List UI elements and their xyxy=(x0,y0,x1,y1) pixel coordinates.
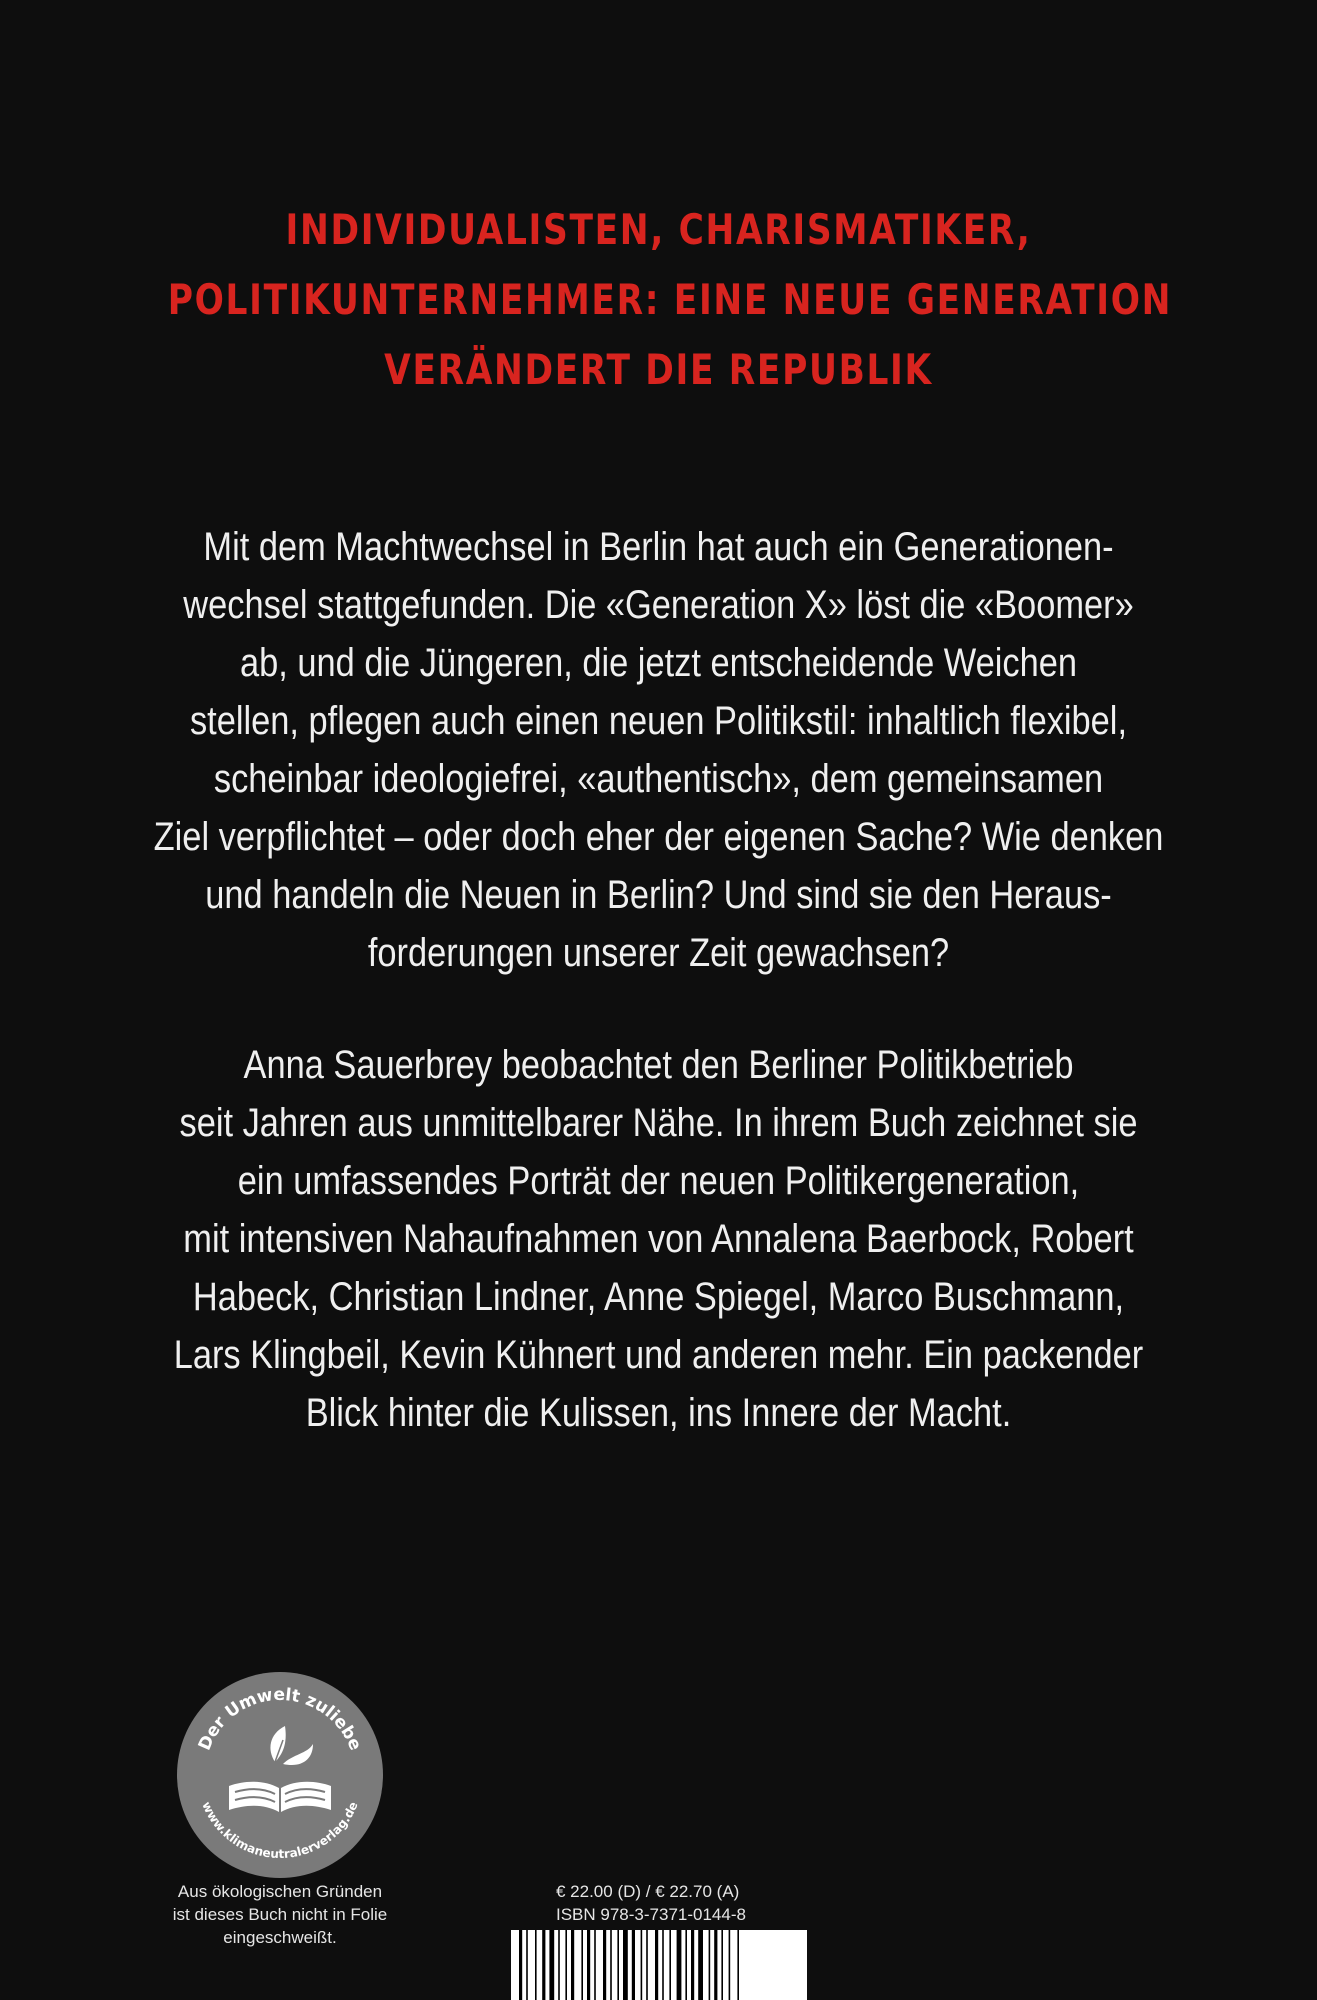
barcode-bar xyxy=(721,1930,723,2000)
barcode-bar xyxy=(646,1930,648,2000)
barcode-bar xyxy=(737,1930,739,2000)
barcode-bar xyxy=(594,1930,596,2000)
blurb-line: Blick hinter die Kulissen, ins Innere der Macht. xyxy=(305,1391,1012,1435)
blurb-paragraph-1 xyxy=(127,518,1191,982)
barcode-bar xyxy=(571,1930,574,2000)
blurb-line: forderungen unserer Zeit gewachsen? xyxy=(367,931,950,975)
barcode-bar xyxy=(685,1930,687,2000)
barcode-bar xyxy=(698,1930,703,2000)
blurb-line: Ziel verpflichtet – oder doch eher der eigenen Sache? Wie denken xyxy=(153,815,1164,859)
barcode-bar xyxy=(526,1930,528,2000)
barcode-bar xyxy=(617,1930,619,2000)
barcode-bar xyxy=(565,1930,567,2000)
price: € 22.00 (D) / € 22.70 (A) xyxy=(556,1882,740,1901)
barcode-bar xyxy=(610,1930,612,2000)
eco-note-line: Aus ökologischen Gründen xyxy=(177,1882,383,1901)
barcode-bar xyxy=(542,1930,545,2000)
blurb-line: seit Jahren aus unmittelbarer Nähe. In ihrem Buch zeichnet sie xyxy=(179,1101,1138,1145)
barcode-bar xyxy=(714,1930,717,2000)
isbn: ISBN 978-3-7371-0144-8 xyxy=(556,1905,746,1924)
blurb-line: Habeck, Christian Lindner, Anne Spiegel, Marco Buschmann, xyxy=(192,1275,1125,1319)
barcode-bar xyxy=(662,1930,664,2000)
blurb-line: scheinbar ideologiefrei, «authentisch», dem gemeinsamen xyxy=(213,757,1104,801)
headline-line: INDIVIDUALISTEN, CHARISMATIKER, xyxy=(285,205,1032,254)
barcode-bar xyxy=(632,1930,635,2000)
price-block xyxy=(556,1880,746,1926)
blurb-paragraph-2 xyxy=(127,1036,1191,1442)
headline-line: VERÄNDERT DIE REPUBLIK xyxy=(384,345,933,394)
barcode-bar xyxy=(709,1930,711,2000)
barcode-bar xyxy=(558,1930,560,2000)
headline xyxy=(167,195,1173,405)
eco-note-line: ist dieses Buch nicht in Folie xyxy=(172,1905,388,1924)
barcode xyxy=(511,1930,807,2000)
barcode-bar xyxy=(729,1930,731,2000)
barcode-bar xyxy=(691,1930,694,2000)
barcode-bar xyxy=(655,1930,658,2000)
barcode-bar xyxy=(519,1930,522,2000)
eco-note xyxy=(130,1880,430,1949)
headline-line: POLITIKUNTERNEHMER: EINE NEUE GENERATION xyxy=(167,275,1173,324)
eco-note-line: eingeschweißt. xyxy=(223,1928,337,1947)
seal-bottom-text: www.klimaneutralerverlag.de xyxy=(199,1799,361,1862)
barcode-bar xyxy=(669,1930,671,2000)
barcode-bar xyxy=(587,1930,590,2000)
barcode-bar xyxy=(535,1930,537,2000)
blurb-line: Lars Klingbeil, Kevin Kühnert und anderen mehr. Ein packender xyxy=(173,1333,1144,1377)
blurb-line: ab, und die Jüngeren, die jetzt entscheidende Weichen xyxy=(239,641,1078,685)
blurb-line: ein umfassendes Porträt der neuen Politikergeneration, xyxy=(237,1159,1080,1203)
eco-seal xyxy=(175,1670,385,1880)
barcode-bar xyxy=(641,1930,643,2000)
blurb-line: stellen, pflegen auch einen neuen Politikstil: inhaltlich flexibel, xyxy=(189,699,1128,743)
barcode-bar xyxy=(623,1930,628,2000)
blurb-line: Anna Sauerbrey beobachtet den Berliner Politikbetrieb xyxy=(243,1043,1074,1087)
blurb-line: mit intensiven Nahaufnahmen von Annalena Baerbock, Robert xyxy=(183,1217,1134,1261)
barcode-bar xyxy=(603,1930,606,2000)
blurb-line: und handeln die Neuen in Berlin? Und sind sie den Heraus- xyxy=(205,873,1112,917)
barcode-bar xyxy=(581,1930,583,2000)
blurb-line: wechsel stattgefunden. Die «Generation X» löst die «Boomer» xyxy=(183,583,1134,627)
barcode-bar xyxy=(677,1930,682,2000)
seal-top-text: Der Umwelt zuliebe xyxy=(194,1684,366,1754)
blurb-line: Mit dem Machtwechsel in Berlin hat auch ein Generationen- xyxy=(203,525,1114,569)
barcode-bar xyxy=(549,1930,554,2000)
